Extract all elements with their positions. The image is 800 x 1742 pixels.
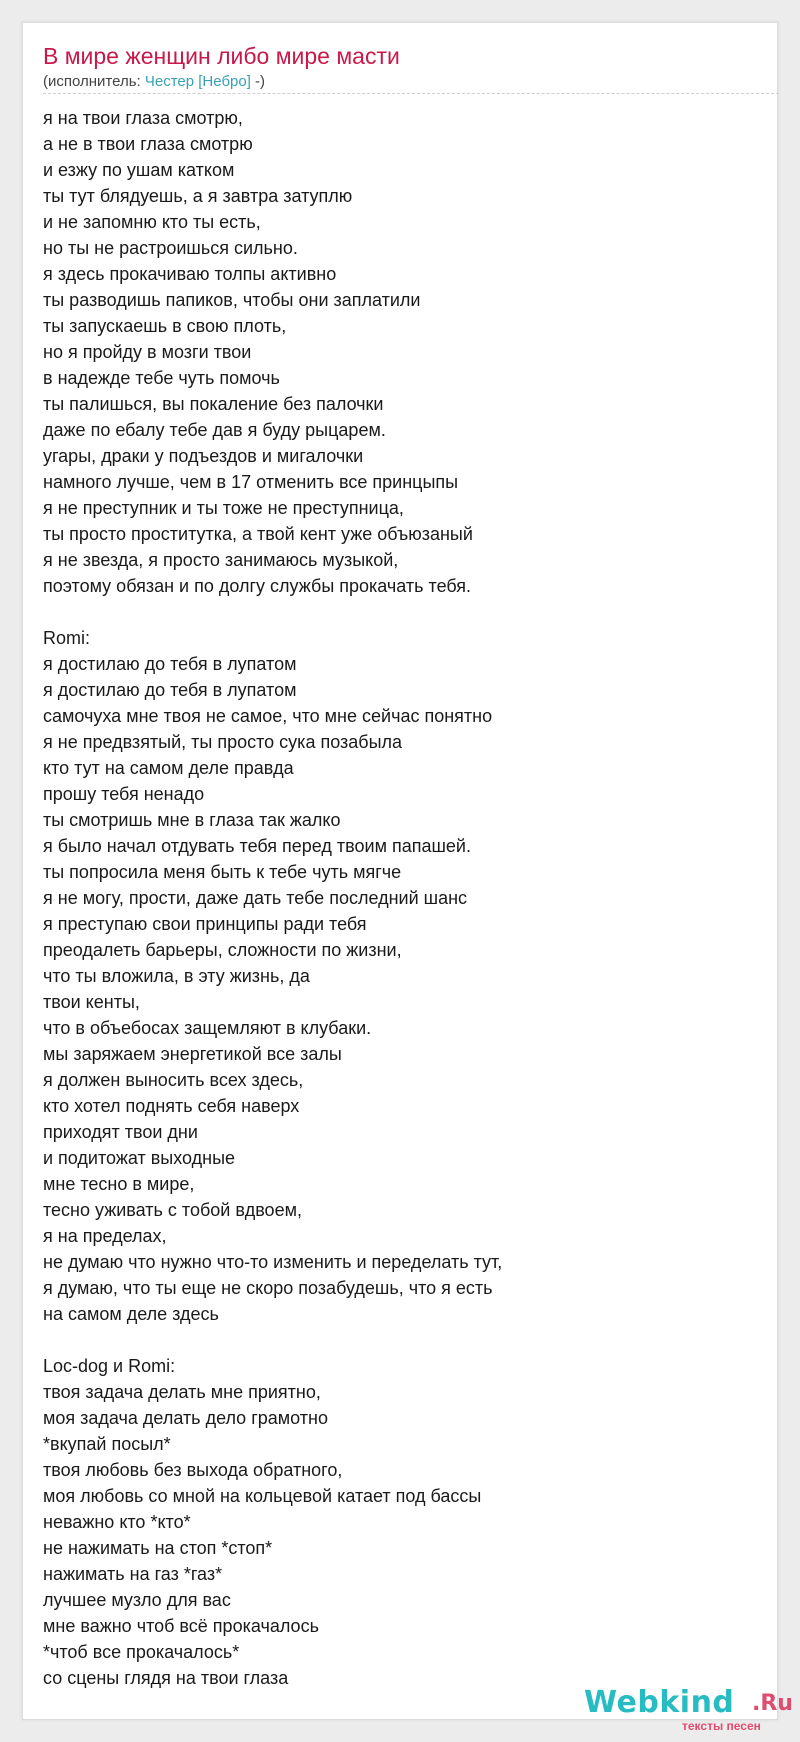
lyric-line: я думаю, что ты еще не скоро позабудешь, что я есть	[43, 1278, 493, 1298]
lyric-line: Loc-dog и Romi:	[43, 1356, 176, 1376]
lyric-line: тесно уживать с тобой вдвоем,	[43, 1200, 302, 1220]
performer-suffix: -)	[250, 73, 266, 90]
lyric-line: но я пройду в мозги твои	[43, 342, 252, 362]
lyric-line: даже по ебалу тебе дав я буду рыцарем.	[43, 420, 386, 440]
song-title: В мире женщин либо мире масти	[43, 43, 400, 69]
lyric-line: Romi:	[43, 628, 91, 648]
lyric-line: я на твои глаза смотрю,	[43, 108, 243, 128]
lyric-line: я не звезда, я просто занимаюсь музыкой,	[43, 550, 399, 570]
performer-line	[43, 73, 265, 90]
lyric-line: я на пределах,	[43, 1226, 167, 1246]
lyric-line: а не в твои глаза смотрю	[43, 134, 253, 154]
lyric-line: ты запускаешь в свою плоть,	[43, 316, 287, 336]
lyric-line: ты палишься, вы покаление без палочки	[43, 394, 384, 414]
lyric-line: твоя задача делать мне приятно,	[43, 1382, 321, 1402]
lyric-line: моя любовь со мной на кольцевой катает под бассы	[43, 1486, 482, 1506]
title-divider	[43, 93, 779, 94]
lyric-line: и езжу по ушам катком	[43, 160, 235, 180]
site-logo[interactable]	[584, 1685, 794, 1731]
lyric-line: ты просто проститутка, а твой кент уже объюзаный	[43, 524, 473, 544]
stanza-break	[43, 1327, 763, 1353]
lyric-line: мне важно чтоб всё прокачалось	[43, 1616, 319, 1636]
lyric-line: самочуха мне твоя не самое, что мне сейчас понятно	[43, 706, 493, 726]
stanza-break	[43, 599, 763, 625]
lyric-line: я достилаю до тебя в лупатом	[43, 654, 297, 674]
lyric-line: со сцены глядя на твои глаза	[43, 1668, 289, 1688]
lyric-line: твоя любовь без выхода обратного,	[43, 1460, 343, 1480]
lyric-line: ты тут блядуешь, а я завтра затуплю	[43, 186, 353, 206]
lyric-line: не думаю что нужно что-то изменить и переделать тут,	[43, 1252, 503, 1272]
lyric-line: прошу тебя ненадо	[43, 784, 205, 804]
lyric-line: ты разводишь папиков, чтобы они заплатили	[43, 290, 421, 310]
lyric-line: *чтоб все прокачалось*	[43, 1642, 240, 1662]
lyric-line: что ты вложила, в эту жизнь, да	[43, 966, 310, 986]
lyric-line: твои кенты,	[43, 992, 140, 1012]
lyric-line: *вкупай посыл*	[43, 1434, 171, 1454]
lyric-line: преодалеть барьеры, сложности по жизни,	[43, 940, 402, 960]
lyric-line: и подитожат выходные	[43, 1148, 236, 1168]
lyric-line: поэтому обязан и по долгу службы прокачать тебя.	[43, 576, 472, 596]
lyric-line: ты смотришь мне в глаза так жалко	[43, 810, 341, 830]
lyrics-card	[22, 22, 793, 1733]
lyric-line: мы заряжаем энергетикой все залы	[43, 1044, 342, 1064]
lyric-line: и не запомню кто ты есть,	[43, 212, 261, 232]
logo-domain: .Ru	[752, 1691, 793, 1716]
lyric-line: угары, драки у подъездов и мигалочки	[43, 446, 364, 466]
lyric-line: я было начал отдувать тебя перед твоим папашей.	[43, 836, 471, 856]
lyric-line: ты попросила меня быть к тебе чуть мягче	[43, 862, 402, 882]
lyric-line: но ты не растроишься сильно.	[43, 238, 298, 258]
lyric-line: на самом деле здесь	[43, 1304, 219, 1324]
lyrics-text	[43, 105, 763, 1691]
lyric-line: моя задача делать дело грамотно	[43, 1408, 328, 1428]
performer-link[interactable]: Честер [Небро]	[144, 73, 251, 90]
lyric-line: кто хотел поднять себя наверх	[43, 1096, 300, 1116]
logo-tagline: тексты песен	[682, 1719, 761, 1733]
lyric-line: я достилаю до тебя в лупатом	[43, 680, 297, 700]
logo-wordmark: Webkind	[584, 1685, 735, 1720]
lyric-line: что в объебосах защемляют в клубаки.	[43, 1018, 372, 1038]
lyric-line: я не преступник и ты тоже не преступница,	[43, 498, 404, 518]
lyric-line: я должен выносить всех здесь,	[43, 1070, 304, 1090]
lyric-line: я преступаю свои принципы ради тебя	[43, 914, 367, 934]
lyric-line: намного лучше, чем в 17 отменить все принцыпы	[43, 472, 459, 492]
lyric-line: я не могу, прости, даже дать тебе последний шанс	[43, 888, 468, 908]
lyric-line: нажимать на газ *газ*	[43, 1564, 223, 1584]
lyric-line: лучшее музло для вас	[43, 1590, 231, 1610]
lyric-line: не нажимать на стоп *стоп*	[43, 1538, 273, 1558]
lyric-line: кто тут на самом деле правда	[43, 758, 294, 778]
lyric-line: приходят твои дни	[43, 1122, 198, 1142]
lyric-line: неважно кто *кто*	[43, 1512, 191, 1532]
performer-prefix: (исполнитель:	[43, 73, 145, 90]
lyric-line: мне тесно в мире,	[43, 1174, 195, 1194]
lyric-line: я не предвзятый, ты просто сука позабыла	[43, 732, 403, 752]
lyric-line: в надежде тебе чуть помочь	[43, 368, 280, 388]
lyric-line: я здесь прокачиваю толпы активно	[43, 264, 337, 284]
